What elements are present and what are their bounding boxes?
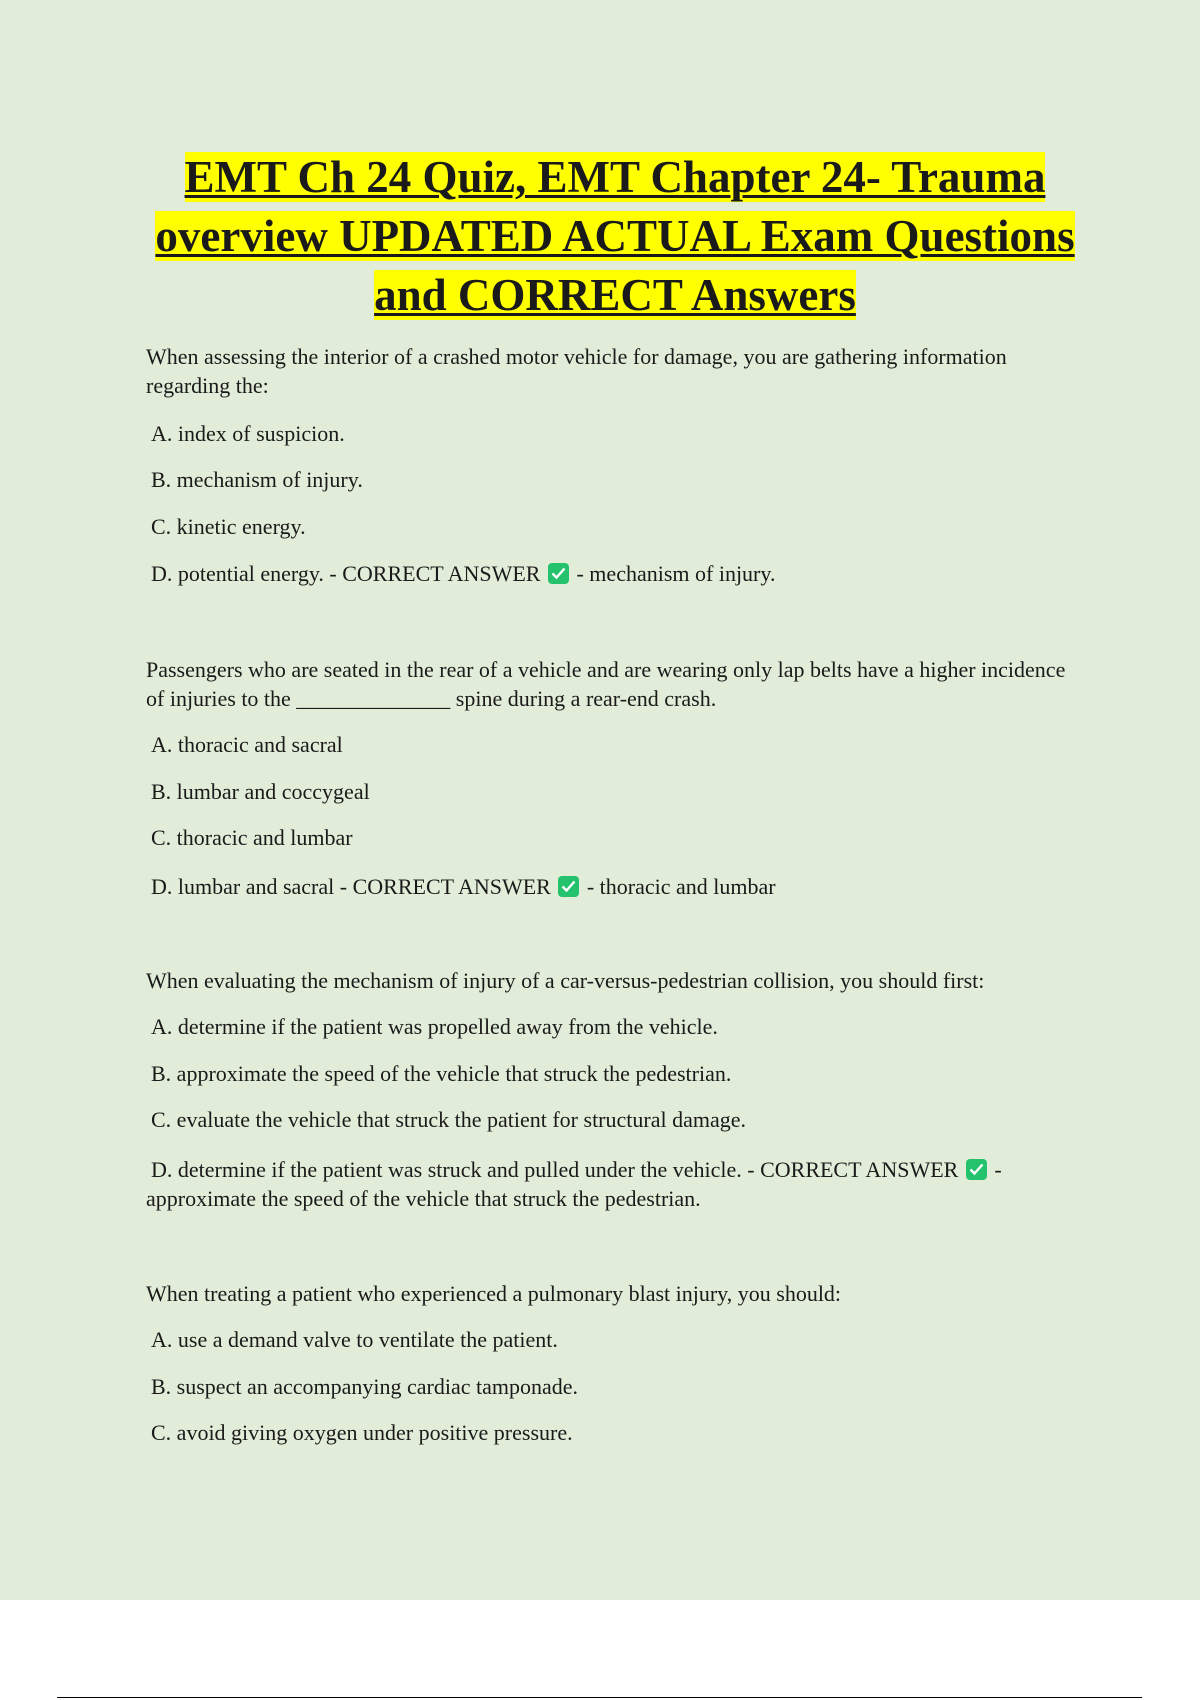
question-3-option-d — [146, 1155, 1086, 1213]
check-mark-icon — [558, 876, 579, 897]
question-4-option-b: B. suspect an accompanying cardiac tamponade. — [151, 1374, 579, 1399]
question-4-text: When treating a patient who experienced a pulmonary blast injury, you should: — [146, 1281, 842, 1306]
question-1-answer: - mechanism of injury. — [570, 561, 776, 586]
question-2-answer: - thoracic and lumbar — [581, 874, 776, 899]
question-4-option-c: C. avoid giving oxygen under positive pressure. — [151, 1420, 573, 1445]
question-1-text: When assessing the interior of a crashed motor vehicle for damage, you are gathering information regarding the: — [146, 344, 1007, 398]
question-2-option-c: C. thoracic and lumbar — [151, 825, 353, 850]
question-3-text: When evaluating the mechanism of injury of a car-versus-pedestrian collision, you should first: — [146, 968, 985, 993]
question-1-option-b: B. mechanism of injury. — [151, 467, 363, 492]
question-1-option-a: A. index of suspicion. — [151, 421, 345, 446]
footer-divider — [57, 1697, 1142, 1698]
document-title: EMT Ch 24 Quiz, EMT Chapter 24- Trauma overview UPDATED ACTUAL Exam Questions and CORRECT Answers — [155, 152, 1075, 320]
question-2-option-a: A. thoracic and sacral — [151, 732, 343, 757]
question-2-text: Passengers who are seated in the rear of a vehicle and are wearing only lap belts have a higher incidence of injuries to the ______________ spine during a rear-end crash. — [146, 657, 1066, 711]
check-mark-icon — [966, 1159, 987, 1180]
question-3-option-b: B. approximate the speed of the vehicle that struck the pedestrian. — [151, 1061, 732, 1086]
check-mark-icon — [548, 563, 569, 584]
question-2-option-d-text: D. lumbar and sacral - — [151, 874, 353, 899]
question-4-option-a: A. use a demand valve to ventilate the patient. — [151, 1327, 558, 1352]
question-3-option-a: A. determine if the patient was propelled away from the vehicle. — [151, 1014, 718, 1039]
question-3-answer: - approximate the speed of the vehicle that struck the pedestrian. — [146, 1157, 1002, 1211]
question-1-option-d — [151, 559, 1086, 588]
question-2-option-d — [151, 872, 1086, 901]
question-1-option-c: C. kinetic energy. — [151, 514, 306, 539]
correct-answer-label: CORRECT ANSWER — [342, 561, 541, 586]
question-3-option-d-text: D. determine if the patient was struck and pulled under the vehicle. - — [151, 1157, 761, 1182]
correct-answer-label: CORRECT ANSWER — [760, 1157, 959, 1182]
correct-answer-label: CORRECT ANSWER — [352, 874, 551, 899]
question-1-option-d-text: D. potential energy. - — [151, 561, 343, 586]
question-3-option-c: C. evaluate the vehicle that struck the patient for structural damage. — [151, 1107, 746, 1132]
question-2-option-b: B. lumbar and coccygeal — [151, 779, 370, 804]
